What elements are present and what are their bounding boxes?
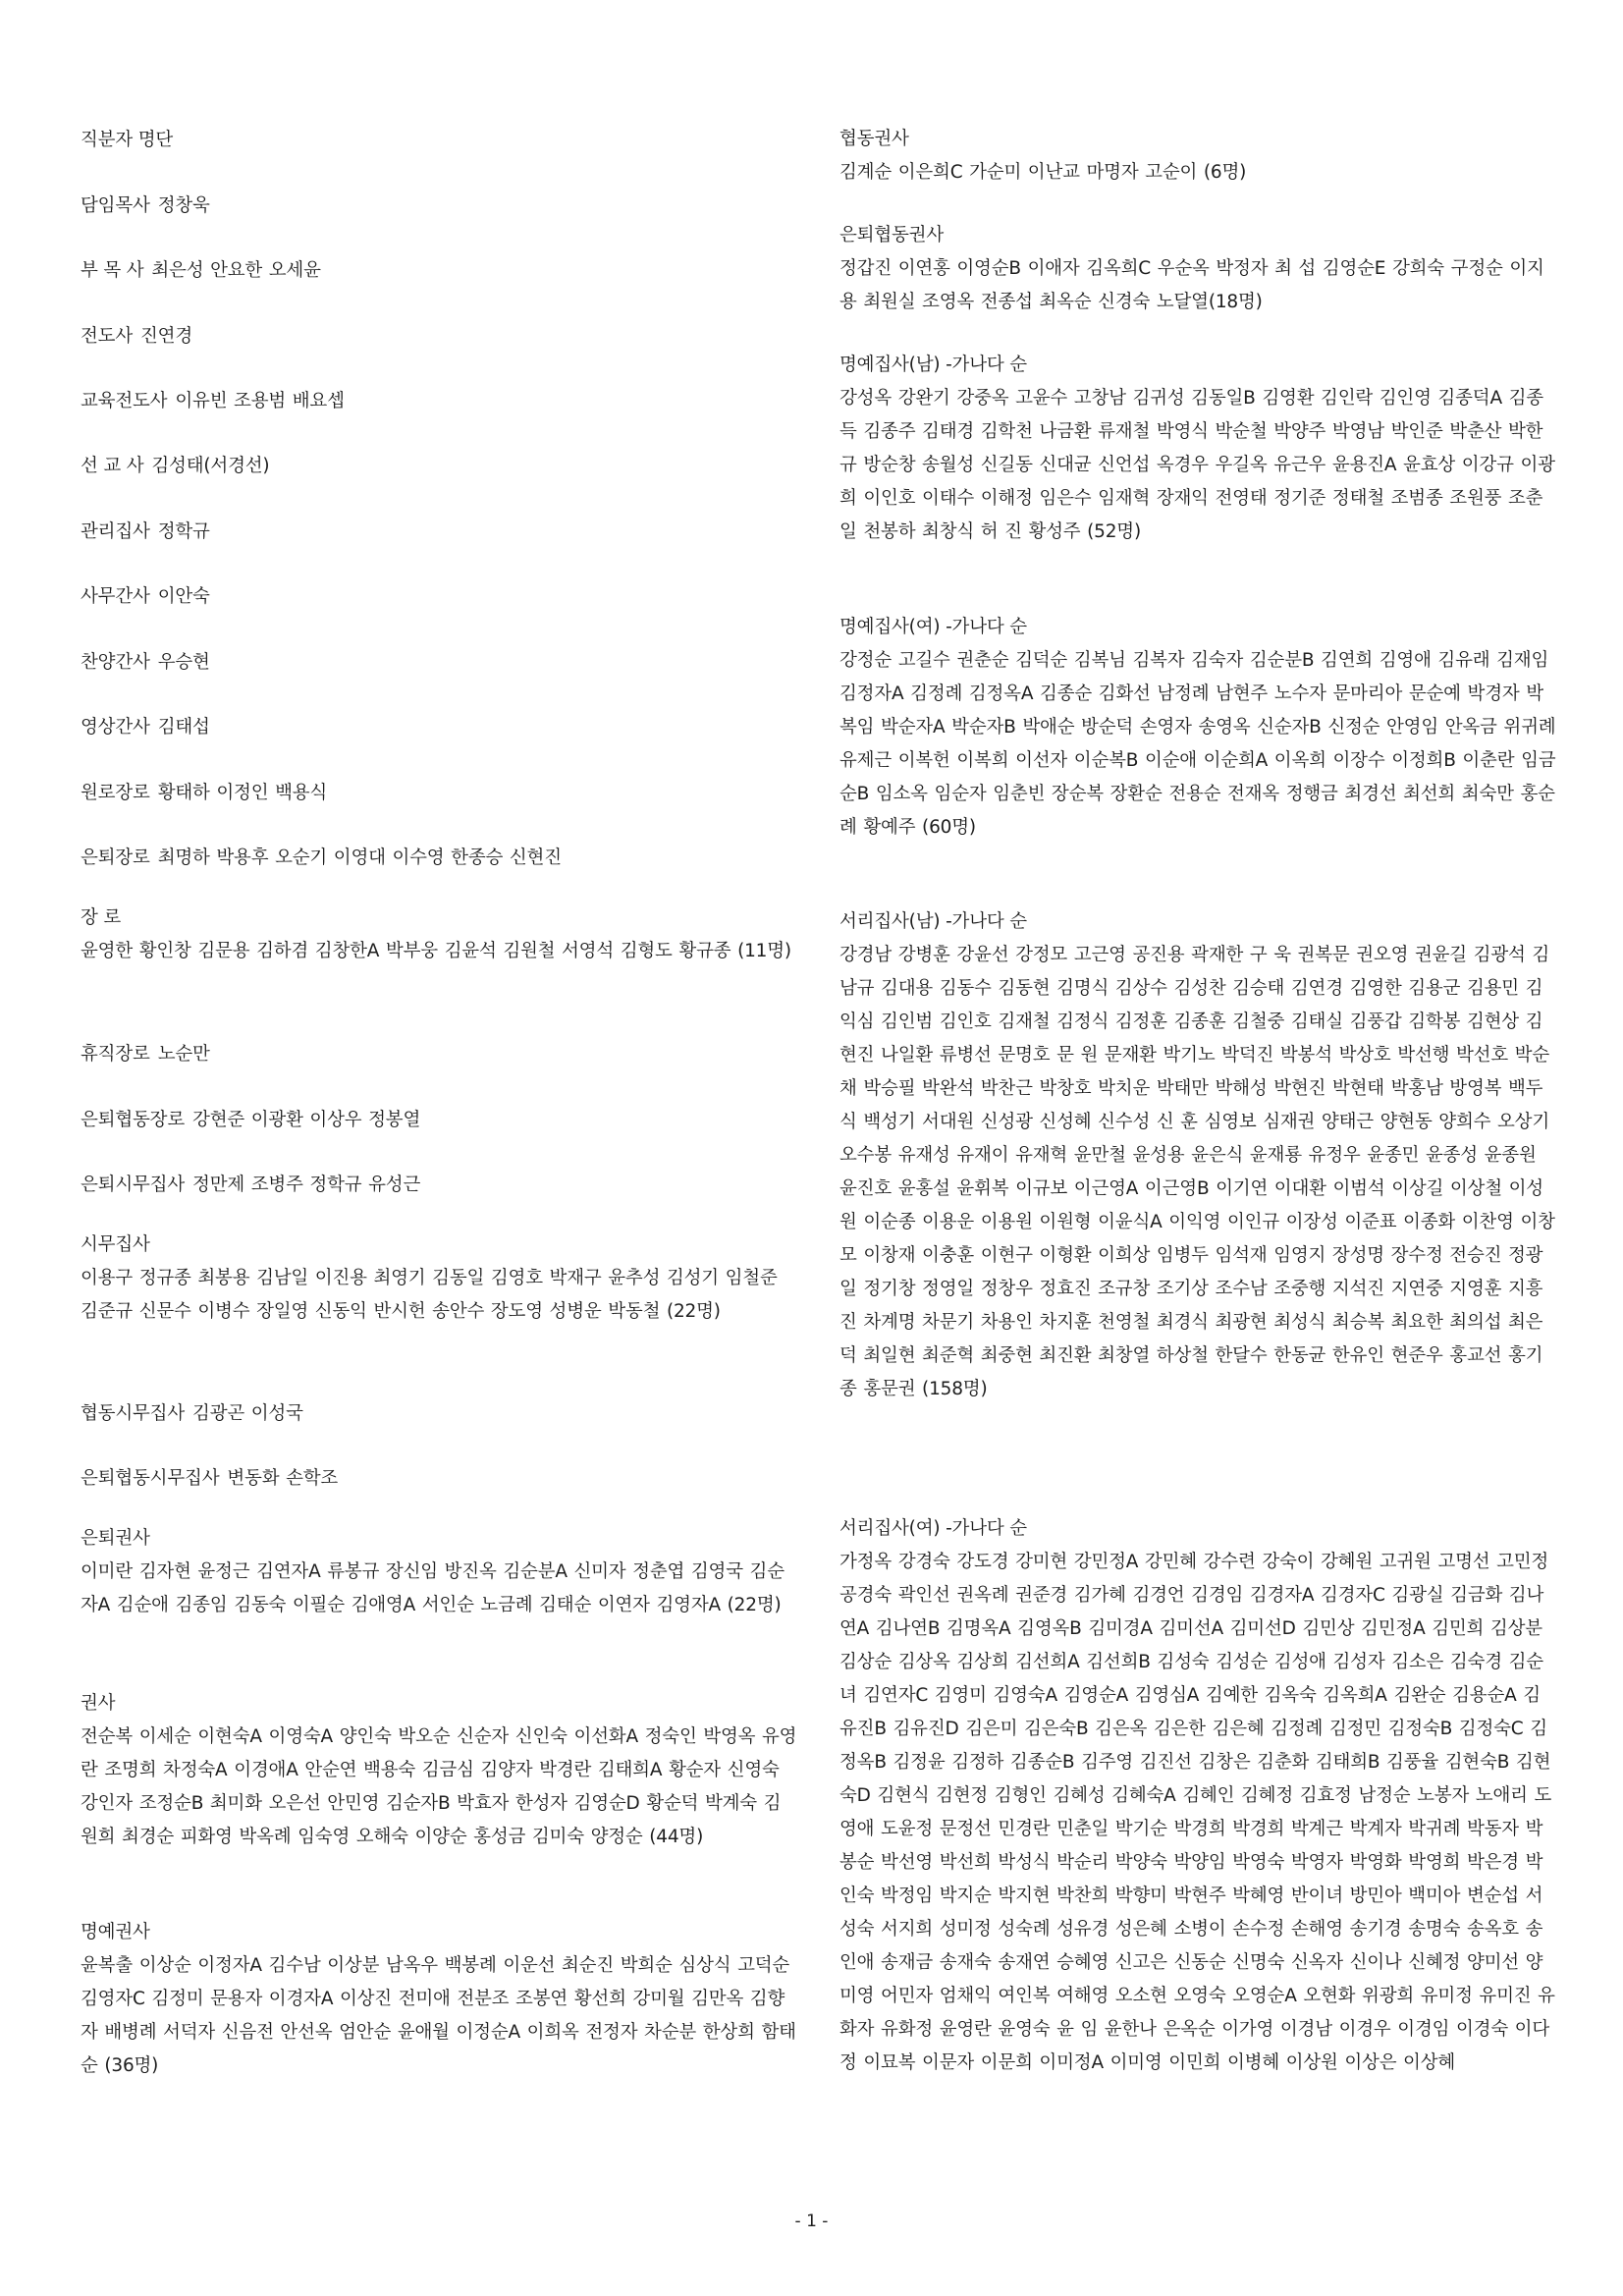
missionary-section — [81, 450, 797, 483]
section-names: 정갑진 이연홍 이영순B 이애자 김옥희C 우순옥 박정자 최 섭 김영순E 강희숙 구정순 이지용 최원실 조영옥 전종섭 최옥순 신경숙 노달열(18명) — [839, 258, 1544, 312]
honorary-deacon-female-section — [839, 611, 1556, 845]
section-names: 가정옥 강경숙 강도경 강미현 강민정A 강민혜 강수련 강숙이 강혜원 고귀원 고명선 고민정 공경숙 곽인선 권옥례 권준경 김가혜 김경언 김경임 김경자A 김경자C 김광실 김금화 김나연A 김나연B 김명옥A 김영옥B 김미경A 김미선A 김미선D 김민상 김민정A 김민희 김상분 김상순 김상옥 김상희 김선희A 김선희B 김성숙 김성순 김성애 김성자 김소은 김숙경 김순녀 김연자C 김영미 김영숙A 김영순A 김영심A 김예한 김옥숙 김옥희A 김완순 김용순A 김유진B 김유진D 김은미 김은숙B 김은옥 김은한 김은혜 김정례 김정민 김정숙B 김정숙C 김정옥B 김정윤 김정하 김종순B 김주영 김진선 김창은 김춘화 김태희B 김풍율 김현숙B 김현숙D 김현식 김현정 김형인 김혜성 김혜숙A 김혜인 김혜정 김효정 남정순 노봉자 노애리 도영애 도윤정 문정선 민경란 민춘일 박기순 박경희 박경희 박계근 박계자 박귀례 박동자 박봉순 박선영 박선희 박성식 박순리 박양숙 박양임 박영숙 박영자 박영화 박영희 박은경 박인숙 박정임 박지순 박지현 박찬희 박향미 박현주 박혜영 반이녀 방민아 백미아 변순섭 서성숙 서지희 성미정 성숙례 성유경 성은혜 소병이 손수정 손해영 송기경 송명숙 송옥호 송인애 송재금 송재숙 송재연 승혜영 신고은 신동순 신명숙 신옥자 신이나 신혜정 양미선 양미영 어민자 엄채익 여인복 여해영 오소현 오영숙 오영순A 오현화 위광희 유미정 유미진 유화자 유화정 윤영란 윤영숙 윤 임 윤한나 은옥순 이가영 이경남 이경우 이경임 이경숙 이다정 이묘복 이문자 이문희 이미정A 이미영 이민희 이병혜 이상원 이상은 이상혜 — [839, 1552, 1555, 2073]
section-title: 서리집사(여) -가나다 순 — [839, 1518, 1027, 1539]
leave-elder-section — [81, 1038, 797, 1071]
cooperating-ordained-deacon-section — [81, 1397, 797, 1431]
section-title: 선 교 사 — [81, 456, 144, 476]
section-names: 최명하 박용후 오순기 이영대 이수영 한종승 신현진 — [157, 847, 562, 868]
section-names: 김계순 이은희C 가순미 이난교 마명자 고순이 (6명) — [839, 162, 1247, 183]
section-title: 권사 — [81, 1693, 116, 1714]
section-title: 협동권사 — [839, 129, 909, 149]
roster-title: 직분자 명단 — [81, 130, 174, 150]
section-title: 은퇴협동시무집사 — [81, 1468, 220, 1489]
section-title: 은퇴협동장로 — [81, 1110, 186, 1130]
cooperating-kwonsa-section — [839, 123, 1556, 190]
section-title: 담임목사 — [81, 195, 150, 216]
section-title: 은퇴시무집사 — [81, 1175, 186, 1195]
section-title: 관리집사 — [81, 521, 150, 542]
section-names: 이유빈 조용범 배요셉 — [175, 391, 345, 411]
section-title: 협동시무집사 — [81, 1403, 186, 1424]
media-secretary-section — [81, 711, 797, 744]
section-title: 전도사 — [81, 326, 134, 347]
section-names: 전순복 이세순 이현숙A 이영숙A 양인숙 박오순 신순자 신인숙 이선화A 정숙인 박영옥 유영란 조명희 차정숙A 이경애A 안순연 백용숙 김금심 김양자 박경란 김태희A 황순자 신영숙 강인자 조정순B 최미화 오은선 안민영 김순자B 박효자 한성자 김영순D 황순덕 박계숙 김원희 최경순 피화영 박옥례 임숙영 오해숙 이양순 홍성금 김미숙 양정순 (44명) — [81, 1726, 797, 1847]
section-title: 원로장로 — [81, 783, 150, 803]
page-number: - 1 - — [794, 2212, 829, 2231]
section-names: 강성옥 강완기 강중옥 고윤수 고창남 김귀성 김동일B 김영환 김인락 김인영 김종덕A 김종득 김종주 김태경 김학천 나금환 류재철 박영식 박순철 박양주 박영남 박인준 박춘산 박한규 방순창 송월성 신길동 신대균 신언섭 옥경우 우길옥 유근우 윤용진A 윤효상 이강규 이광희 이인호 이태수 이해정 임은수 임재혁 장재익 전영태 정기준 정태철 조범종 조원풍 조춘일 천봉하 최창식 허 진 황성주 (52명) — [839, 388, 1555, 542]
retired-kwonsa-section — [81, 1522, 797, 1622]
retired-elder-section — [81, 842, 797, 875]
section-title: 은퇴권사 — [81, 1528, 150, 1549]
section-title: 명예집사(남) -가나다 순 — [839, 355, 1027, 375]
senior-pastor-section — [81, 190, 797, 223]
section-names: 강경남 강병훈 강윤선 강정모 고근영 공진용 곽재한 구 욱 권복문 권오영 권윤길 김광석 김남규 김대용 김동수 김동현 김명식 김상수 김성찬 김승태 김연경 김영한 김용군 김용민 김익심 김인범 김인호 김재철 김정식 김정훈 김종훈 김철중 김태실 김풍갑 김학봉 김현상 김현진 나일환 류병선 문명호 문 원 문재환 박기노 박덕진 박봉석 박상호 박선행 박선호 박순채 박승필 박완석 박찬근 박창호 박치운 박태만 박해성 박현진 박현태 박홍남 방영복 백두식 백성기 서대원 신성광 신성혜 신수성 신 훈 심영보 심재권 양태근 양현동 양희수 오상기 오수봉 유재성 유재이 유재혁 윤만철 윤성용 윤은식 윤재룡 유정우 윤종민 윤종성 윤종원 윤진호 윤홍설 윤휘복 이규보 이근영A 이근영B 이기연 이대환 이범석 이상길 이상철 이성원 이순종 이용운 이용원 이원형 이윤식A 이익영 이인규 이장성 이준표 이종화 이찬영 이창모 이창재 이충훈 이현구 이형환 이희상 임병두 임석재 임영지 장성명 장수정 전승진 정광일 정기창 정영일 정창우 정효진 조규창 조기상 조수남 조중행 지석진 지연중 지영훈 지흥진 차계명 차문기 차용인 차지훈 천영철 최경식 최광현 최성식 최승복 최요한 최의섭 최은덕 최일현 최준혁 최중현 최진환 최창열 하상철 한달수 한동균 한유인 현준우 홍교선 홍기종 홍문권 (158명) — [839, 945, 1555, 1399]
office-secretary-section — [81, 580, 797, 614]
section-names: 이미란 김자현 윤정근 김연자A 류봉규 장신임 방진옥 김순분A 신미자 정춘엽 김영국 김순자A 김순애 김종임 김동숙 이필순 김애영A 서인순 노금례 김태순 이연자 김영자A (22명) — [81, 1561, 784, 1615]
section-names: 김성태(서경선) — [151, 456, 270, 476]
acting-deacon-female-section — [839, 1512, 1556, 2080]
elder-section — [81, 902, 797, 968]
section-title: 명예집사(여) -가나다 순 — [839, 617, 1027, 637]
section-title: 휴직장로 — [81, 1044, 150, 1065]
acting-deacon-male-section — [839, 905, 1556, 1406]
retired-ordained-deacon-section — [81, 1169, 797, 1202]
section-names: 황태하 이정인 백용식 — [157, 783, 328, 803]
roster-header — [81, 124, 797, 157]
section-names: 노순만 — [157, 1044, 210, 1065]
section-title: 영상간사 — [81, 717, 150, 738]
ordained-deacon-section — [81, 1229, 797, 1329]
kwonsa-section — [81, 1687, 797, 1854]
section-title: 은퇴협동권사 — [839, 225, 945, 246]
section-names: 우승현 — [157, 652, 210, 673]
section-names: 김태섭 — [157, 717, 210, 738]
section-names: 이용구 정규종 최봉용 김남일 이진용 최영기 김동일 김영호 박재구 윤추성 김성기 임철준 김준규 신문수 이병수 장일영 신동익 반시헌 송안수 장도영 성병운 박동철 (22명) — [81, 1268, 778, 1322]
section-names: 진연경 — [140, 326, 193, 347]
section-names: 정창욱 — [157, 195, 210, 216]
worship-secretary-section — [81, 646, 797, 680]
section-names: 강정순 고길수 권춘순 김덕순 김복님 김복자 김숙자 김순분B 김연희 김영애 김유래 김재임 김정자A 김정례 김정옥A 김종순 김화선 남정례 남현주 노수자 문마리아 문순예 박경자 박복임 박순자A 박순자B 박애순 방순덕 손영자 송영옥 신순자B 신정순 안영임 안옥금 위귀례 유제근 이복헌 이복희 이선자 이순복B 이순애 이순희A 이옥희 이장수 이정희B 이춘란 임금순B 임소옥 임순자 임춘빈 장순복 장환순 전용순 전재옥 정행금 최경선 최선희 최숙만 홍순례 황예주 (60명) — [839, 650, 1556, 838]
managing-deacon-section — [81, 516, 797, 549]
section-title: 장 로 — [81, 907, 122, 928]
section-title: 교육전도사 — [81, 391, 168, 411]
evangelist-section — [81, 320, 797, 354]
section-names: 윤영한 황인창 김문용 김하겸 김창한A 박부웅 김윤석 김원철 서영석 김형도 황규종 (11명) — [81, 941, 791, 961]
emeritus-elder-section — [81, 777, 797, 810]
retired-cooperating-elder-section — [81, 1104, 797, 1137]
retired-cooperating-kwonsa-section — [839, 219, 1556, 319]
section-names: 강현준 이광환 이상우 정봉열 — [192, 1110, 421, 1130]
section-names: 변동화 손학조 — [227, 1468, 339, 1489]
section-title: 시무집사 — [81, 1234, 150, 1255]
section-title: 사무간사 — [81, 586, 150, 607]
section-names: 정만제 조병주 정학규 유성근 — [192, 1175, 421, 1195]
section-title: 찬양간사 — [81, 652, 150, 673]
section-names: 최은성 안요한 오세윤 — [151, 260, 321, 281]
retired-cooperating-ordained-deacon-section — [81, 1462, 797, 1496]
section-title: 부 목 사 — [81, 260, 144, 281]
section-title: 서리집사(남) -가나다 순 — [839, 911, 1027, 932]
section-title: 명예권사 — [81, 1922, 150, 1942]
section-names: 정학규 — [157, 521, 210, 542]
section-names: 윤복출 이상순 이정자A 김수남 이상분 남옥우 백봉례 이운선 최순진 박희순 심상식 고덕순 김영자C 김정미 문용자 이경자A 이상진 전미애 전분조 조봉연 황선희 강미월 김만옥 김향자 배병례 서덕자 신음전 안선옥 엄안순 윤애월 이정순A 이희옥 전정자 차순분 한상희 함태순 (36명) — [81, 1955, 796, 2076]
honorary-deacon-male-section — [839, 349, 1556, 549]
associate-pastor-section — [81, 254, 797, 288]
section-names: 이안숙 — [157, 586, 210, 607]
section-title: 은퇴장로 — [81, 847, 150, 868]
education-evangelist-section — [81, 385, 797, 418]
section-names: 김광곤 이성국 — [192, 1403, 303, 1424]
honorary-kwonsa-section — [81, 1916, 797, 2083]
